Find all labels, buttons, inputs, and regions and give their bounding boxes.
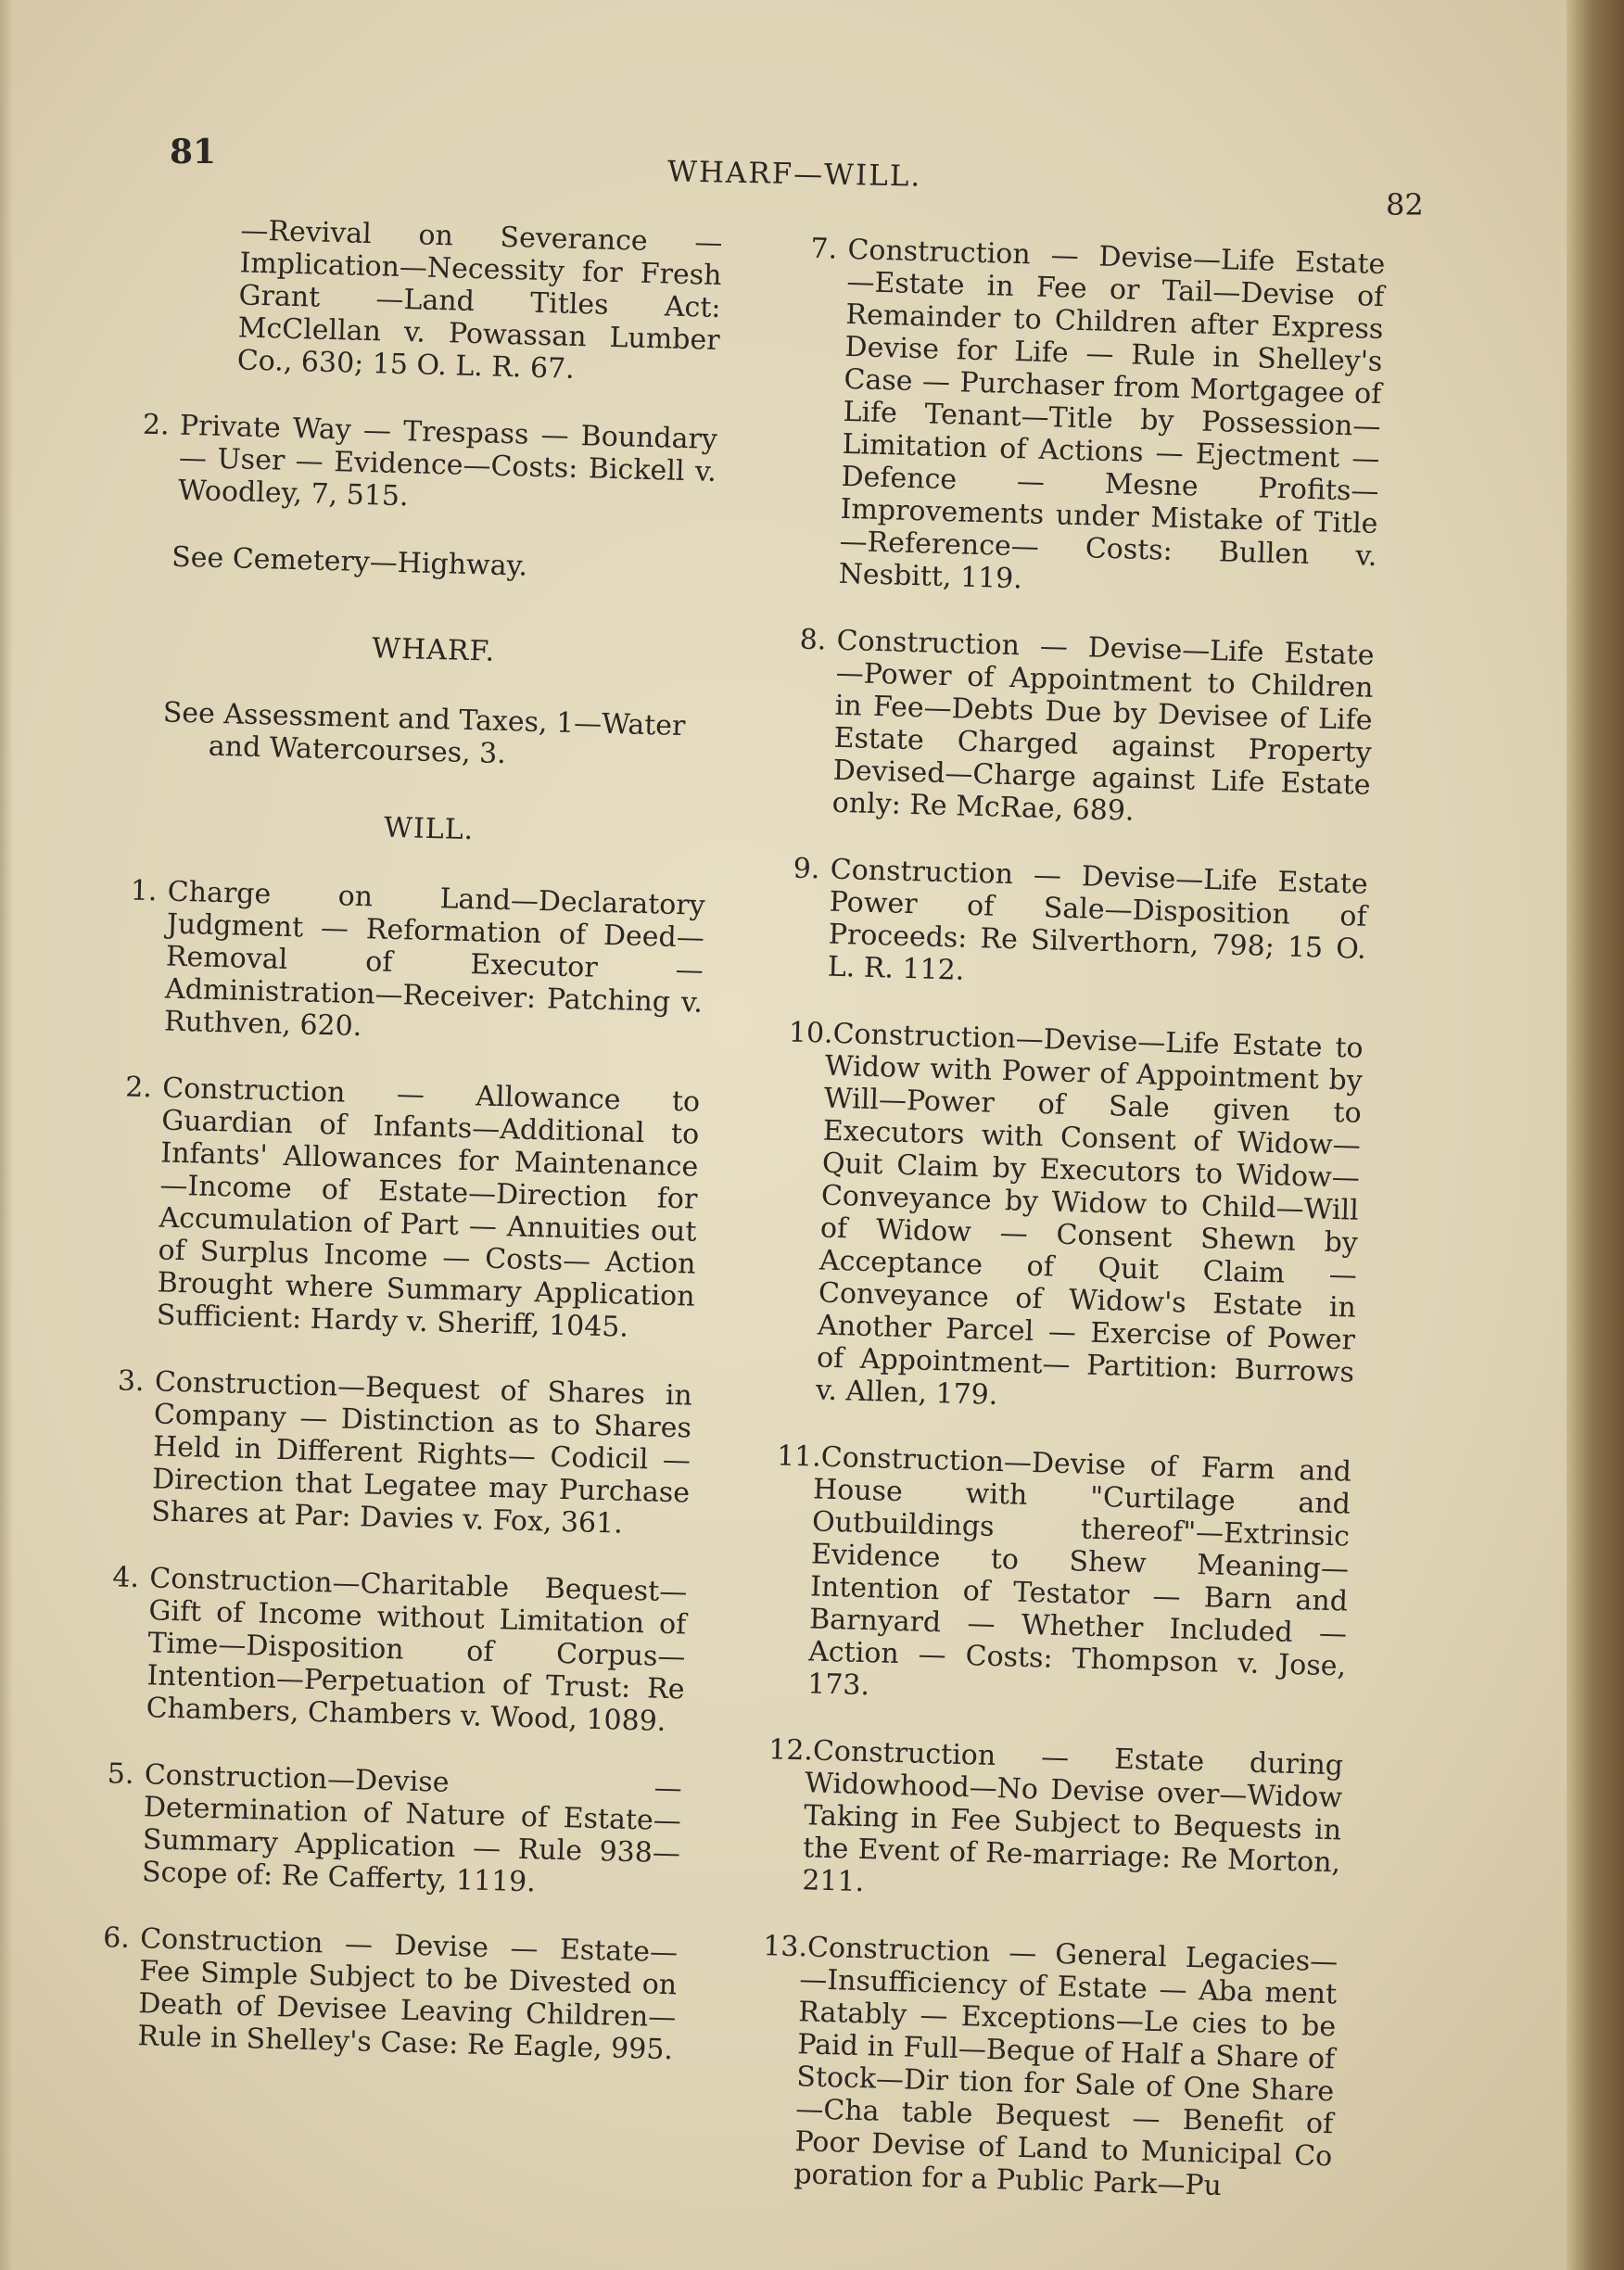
entry-text: Construction — Devise—Life Estate Power of Sale—Disposition of Proceeds: Re Silverthorn, 798; 15 O. L. R. 112.	[827, 853, 1369, 987]
will-entry-4	[81, 1561, 687, 1739]
continuation-entry: —Revival on Severance — Implication—Necessity for Fresh Grant —Land Titles Act: McClellan v. Powassan Lumber Co., 630; 15 O. L. R. 67.	[236, 214, 723, 386]
entry-text: Construction—Devise of Farm and House with "Curtilage and Outbuildings thereof"—Extrinsic Evidence to Shew Meaning—Intention of Testator — Barn and Barnyard — Whether Included — Action — Costs: Thompson v. Jose, 173.	[806, 1440, 1352, 1703]
entry-text: Construction—Bequest of Shares in Company — Distinction as to Shares Held in Different Rights— Codicil — Direction that Legatee may Purchase Shares at Par: Davies v. Fox, 361.	[150, 1365, 693, 1541]
will-entry-3	[86, 1364, 692, 1542]
book-spine	[1567, 0, 1624, 2270]
entry-text: Construction—Charitable Bequest— Gift of Income without Limitation of Time—Disposition of Corpus— Intention—Perpetuation of Trust: Re Chambers, Chambers v. Wood, 1089.	[146, 1562, 688, 1738]
entry-text: Construction — Allowance to Guardian of Infants—Additional to Infants' Allowances for Maintenance —Income of Estate—Direction for Accumulation of Part — Annuities out of Surplus Income — Costs— Action Brought where Summary Application Sufficient: Hardy v. Sheriff, 1045.	[156, 1072, 701, 1344]
entry-number: 8.	[799, 623, 827, 657]
entry-text: Construction — Devise—Life Estate —Estate in Fee or Tail—Devise of Remainder to Children after Express Devise for Life — Rule in Shelley's Case — Purchaser from Mortgagee of Life Tenant—Title by Possession—Limitation of Actions — Ejectment — Defence — Mesne Profits—Improvements under Mistake of Title—Reference— Costs: Bullen v. Nesbitt, 119.	[838, 233, 1386, 596]
will-entry-12	[737, 1732, 1344, 1911]
entry-number: 7.	[810, 232, 838, 266]
heading-will: WILL.	[383, 811, 475, 847]
entry-text: Construction — Devise—Life Estate —Power of Appointment to Children in Fee—Debts Due by Devisee of Life Estate Charged against Property Devised—Charge against Life Estate only: Re McRae, 689.	[831, 624, 1375, 828]
will-entry-5	[77, 1756, 682, 1902]
entry-number: 13.	[762, 1930, 808, 1964]
entry-text: Construction — General Legacies— —Insufficiency of Estate — Aba ment Ratably — Exceptions—Le cies to be Paid in Full—Beque of Half a Share of Stock—Dir tion for Sale of One Share—Cha table Bequest — Benefit of Poor Devise of Land to Municipal Co poration for a Public Park—Pu	[793, 1931, 1339, 2203]
heading-wharf: WHARF.	[371, 632, 496, 668]
page-left-edge-shadow	[0, 0, 13, 2270]
will-entry-10	[751, 1016, 1364, 1422]
entry-text: Construction — Estate during Widowhood—No Devise over—Widow Taking in Fee Subject to Bequests in the Event of Re-marriage: Re Morton, 211.	[801, 1734, 1344, 1899]
will-entry-13	[729, 1929, 1339, 2205]
entry-number: 1.	[130, 874, 158, 908]
entry-number: 9.	[793, 852, 820, 886]
will-entry-7	[773, 232, 1385, 605]
entry-text: Charge on Land—Declaratory Judgment — Reformation of Deed—Removal of Executor — Administration—Receiver: Patching v. Ruthven, 620.	[163, 875, 706, 1044]
entry-number: 5.	[107, 1757, 134, 1791]
will-entry-11	[742, 1439, 1352, 1715]
will-entry-9	[762, 852, 1368, 998]
will-entry-2	[91, 1071, 700, 1346]
entry-number: 10.	[788, 1016, 834, 1050]
page-number-left: 81	[170, 133, 217, 171]
entry-number: 2.	[124, 1071, 153, 1105]
entry-text: Construction—Devise — Determination of Nature of Estate—Summary Application — Rule 938— Scope of: Re Cafferty, 1119.	[141, 1758, 683, 1899]
entry-text: Private Way — Trespass — Boundary — User — Evidence—Costs: Bickell v. Woodley, 7, 515.	[177, 409, 718, 514]
entry-text: Construction — Devise — Estate— Fee Simple Subject to be Divested on Death of Devisee Leaving Children—Rule in Shelley's Case: Re Eagle, 995.	[137, 1922, 679, 2067]
see-also-cemetery: See Cemetery—Highway.	[171, 540, 528, 583]
will-entry-8	[767, 623, 1375, 834]
running-head: WHARF—WILL.	[666, 155, 922, 194]
page-number-right: 82	[1386, 187, 1424, 222]
left-column	[71, 211, 723, 2100]
way-entry-2	[113, 408, 718, 521]
entry-number: 4.	[111, 1561, 140, 1595]
entry-number: 3.	[117, 1364, 146, 1399]
entry-text: Construction—Devise—Life Estate to Widow with Power of Appointment by Will—Power of Sale given to Executors with Consent of Widow—Quit Claim by Executors to Widow—Conveyance by Widow to Child—Will of Widow — Consent Shewn by Acceptance of Quit Claim — Conveyance of Widow's Estate in Another Parcel — Exercise of Power of Appointment— Partition: Burrows v. Allen, 179.	[815, 1017, 1364, 1412]
will-entry-6	[72, 1921, 678, 2066]
entry-number: 12.	[768, 1733, 814, 1768]
entry-number: 2.	[142, 408, 171, 442]
see-also-wharf: See Assessment and Taxes, 1—Water and Watercourses, 3.	[162, 696, 686, 771]
entry-number: 6.	[102, 1921, 131, 1955]
entry-number: 11.	[776, 1439, 822, 1474]
right-column	[728, 232, 1386, 2239]
will-entry-1	[99, 874, 705, 1052]
